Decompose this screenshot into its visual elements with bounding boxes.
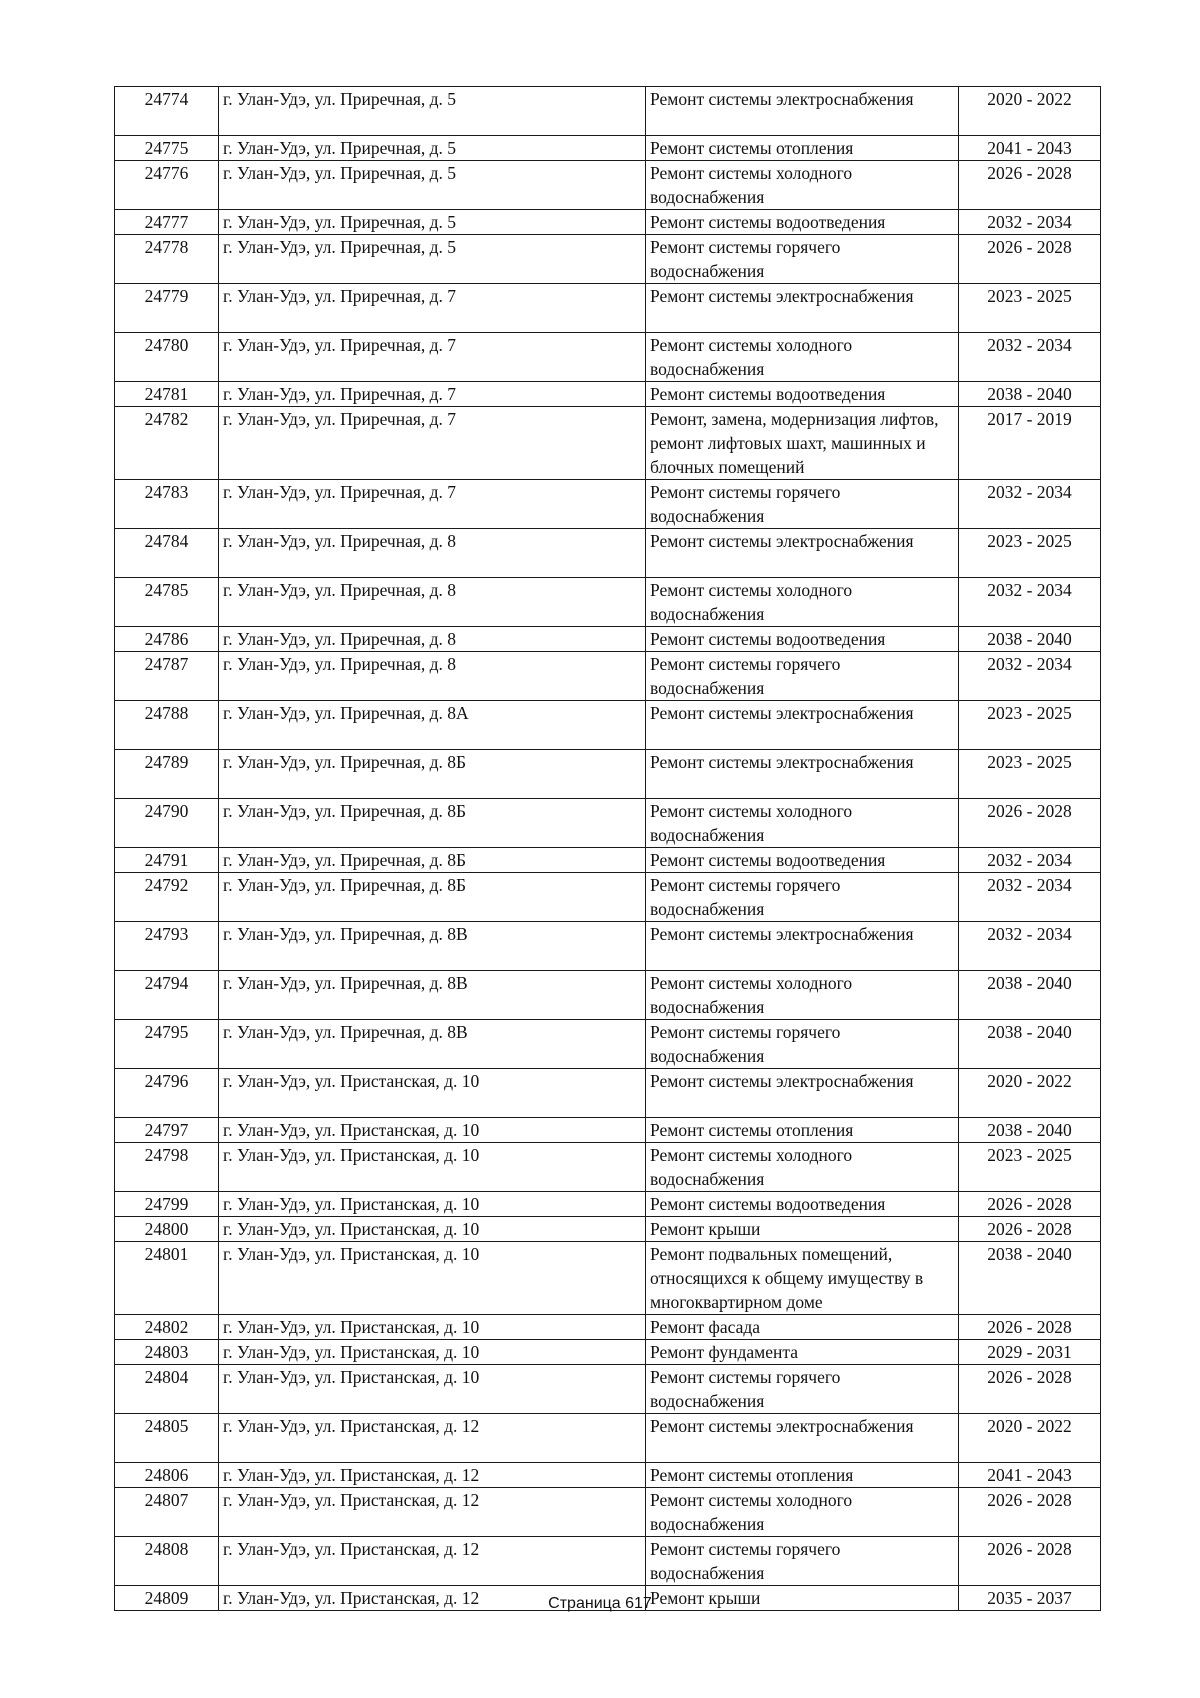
period-cell: 2026 - 2028 [959, 799, 1101, 848]
address-cell: г. Улан-Удэ, ул. Приречная, д. 7 [219, 284, 646, 333]
address-cell: г. Улан-Удэ, ул. Приречная, д. 8Б [219, 873, 646, 922]
period-cell: 2023 - 2025 [959, 529, 1101, 578]
record-id-cell: 24774 [115, 87, 219, 136]
period-cell: 2029 - 2031 [959, 1340, 1101, 1365]
record-id-cell: 24809 [115, 1586, 219, 1611]
table-row [115, 1242, 1101, 1315]
work-type-cell: Ремонт системы горячего водоснабжения [646, 480, 959, 529]
work-type-cell: Ремонт системы холодного водоснабжения [646, 971, 959, 1020]
work-type-cell: Ремонт системы электроснабжения [646, 529, 959, 578]
work-type-cell: Ремонт системы холодного водоснабжения [646, 799, 959, 848]
address-cell: г. Улан-Удэ, ул. Пристанская, д. 10 [219, 1143, 646, 1192]
work-type-cell: Ремонт крыши [646, 1586, 959, 1611]
record-id-cell: 24804 [115, 1365, 219, 1414]
period-cell: 2032 - 2034 [959, 210, 1101, 235]
period-cell: 2017 - 2019 [959, 407, 1101, 480]
work-type-cell: Ремонт подвальных помещений, относящихся к общему имуществу в многоквартирном доме [646, 1242, 959, 1315]
record-id-cell: 24777 [115, 210, 219, 235]
table-row [115, 235, 1101, 284]
period-cell: 2038 - 2040 [959, 971, 1101, 1020]
work-type-cell: Ремонт системы отопления [646, 1118, 959, 1143]
address-cell: г. Улан-Удэ, ул. Приречная, д. 8 [219, 578, 646, 627]
record-id-cell: 24779 [115, 284, 219, 333]
address-cell: г. Улан-Удэ, ул. Приречная, д. 8Б [219, 750, 646, 799]
table-row [115, 1414, 1101, 1463]
record-id-cell: 24776 [115, 161, 219, 210]
period-cell: 2032 - 2034 [959, 652, 1101, 701]
address-cell: г. Улан-Удэ, ул. Пристанская, д. 10 [219, 1217, 646, 1242]
period-cell: 2032 - 2034 [959, 848, 1101, 873]
work-type-cell: Ремонт крыши [646, 1217, 959, 1242]
period-cell: 2026 - 2028 [959, 1315, 1101, 1340]
period-cell: 2041 - 2043 [959, 1463, 1101, 1488]
record-id-cell: 24790 [115, 799, 219, 848]
record-id-cell: 24786 [115, 627, 219, 652]
table-row [115, 1143, 1101, 1192]
work-type-cell: Ремонт фасада [646, 1315, 959, 1340]
table-row [115, 701, 1101, 750]
period-cell: 2032 - 2034 [959, 922, 1101, 971]
address-cell: г. Улан-Удэ, ул. Пристанская, д. 10 [219, 1365, 646, 1414]
record-id-cell: 24805 [115, 1414, 219, 1463]
address-cell: г. Улан-Удэ, ул. Пристанская, д. 10 [219, 1192, 646, 1217]
work-type-cell: Ремонт системы отопления [646, 1463, 959, 1488]
period-cell: 2023 - 2025 [959, 1143, 1101, 1192]
period-cell: 2023 - 2025 [959, 284, 1101, 333]
address-cell: г. Улан-Удэ, ул. Приречная, д. 7 [219, 480, 646, 529]
record-id-cell: 24806 [115, 1463, 219, 1488]
period-cell: 2038 - 2040 [959, 1118, 1101, 1143]
table-row [115, 799, 1101, 848]
address-cell: г. Улан-Удэ, ул. Приречная, д. 5 [219, 136, 646, 161]
table-row [115, 87, 1101, 136]
table-row [115, 529, 1101, 578]
work-type-cell: Ремонт системы электроснабжения [646, 922, 959, 971]
work-type-cell: Ремонт системы водоотведения [646, 210, 959, 235]
record-id-cell: 24778 [115, 235, 219, 284]
work-type-cell: Ремонт фундамента [646, 1340, 959, 1365]
table-row [115, 210, 1101, 235]
address-cell: г. Улан-Удэ, ул. Приречная, д. 7 [219, 382, 646, 407]
table-row [115, 848, 1101, 873]
table-row [115, 627, 1101, 652]
period-cell: 2032 - 2034 [959, 333, 1101, 382]
address-cell: г. Улан-Удэ, ул. Приречная, д. 8 [219, 627, 646, 652]
record-id-cell: 24798 [115, 1143, 219, 1192]
work-type-cell: Ремонт системы горячего водоснабжения [646, 235, 959, 284]
work-type-cell: Ремонт системы горячего водоснабжения [646, 652, 959, 701]
period-cell: 2038 - 2040 [959, 382, 1101, 407]
address-cell: г. Улан-Удэ, ул. Пристанская, д. 10 [219, 1069, 646, 1118]
work-type-cell: Ремонт, замена, модернизация лифтов, ремонт лифтовых шахт, машинных и блочных помещений [646, 407, 959, 480]
record-id-cell: 24791 [115, 848, 219, 873]
period-cell: 2038 - 2040 [959, 1242, 1101, 1315]
record-id-cell: 24792 [115, 873, 219, 922]
address-cell: г. Улан-Удэ, ул. Приречная, д. 8 [219, 652, 646, 701]
period-cell: 2038 - 2040 [959, 1020, 1101, 1069]
table-row [115, 1340, 1101, 1365]
period-cell: 2026 - 2028 [959, 1537, 1101, 1586]
address-cell: г. Улан-Удэ, ул. Приречная, д. 8Б [219, 848, 646, 873]
address-cell: г. Улан-Удэ, ул. Пристанская, д. 10 [219, 1118, 646, 1143]
work-type-cell: Ремонт системы электроснабжения [646, 701, 959, 750]
work-type-cell: Ремонт системы водоотведения [646, 627, 959, 652]
table-row [115, 480, 1101, 529]
record-id-cell: 24800 [115, 1217, 219, 1242]
address-cell: г. Улан-Удэ, ул. Приречная, д. 8 [219, 529, 646, 578]
record-id-cell: 24799 [115, 1192, 219, 1217]
record-id-cell: 24807 [115, 1488, 219, 1537]
table-row [115, 578, 1101, 627]
record-id-cell: 24783 [115, 480, 219, 529]
work-type-cell: Ремонт системы электроснабжения [646, 284, 959, 333]
table-row [115, 1118, 1101, 1143]
work-type-cell: Ремонт системы горячего водоснабжения [646, 1365, 959, 1414]
period-cell: 2026 - 2028 [959, 1488, 1101, 1537]
record-id-cell: 24808 [115, 1537, 219, 1586]
table-row [115, 1463, 1101, 1488]
work-type-cell: Ремонт системы горячего водоснабжения [646, 1020, 959, 1069]
period-cell: 2023 - 2025 [959, 750, 1101, 799]
record-id-cell: 24775 [115, 136, 219, 161]
table-row [115, 1217, 1101, 1242]
table-row [115, 284, 1101, 333]
table-row [115, 750, 1101, 799]
table-row [115, 1192, 1101, 1217]
period-cell: 2035 - 2037 [959, 1586, 1101, 1611]
work-type-cell: Ремонт системы холодного водоснабжения [646, 1488, 959, 1537]
record-id-cell: 24782 [115, 407, 219, 480]
address-cell: г. Улан-Удэ, ул. Приречная, д. 8В [219, 971, 646, 1020]
record-id-cell: 24796 [115, 1069, 219, 1118]
work-type-cell: Ремонт системы холодного водоснабжения [646, 161, 959, 210]
work-type-cell: Ремонт системы холодного водоснабжения [646, 333, 959, 382]
page-number: Страница 617 [548, 1595, 652, 1612]
address-cell: г. Улан-Удэ, ул. Пристанская, д. 10 [219, 1340, 646, 1365]
table-row [115, 922, 1101, 971]
record-id-cell: 24794 [115, 971, 219, 1020]
address-cell: г. Улан-Удэ, ул. Пристанская, д. 12 [219, 1488, 646, 1537]
record-id-cell: 24788 [115, 701, 219, 750]
address-cell: г. Улан-Удэ, ул. Приречная, д. 5 [219, 210, 646, 235]
table-row [115, 1365, 1101, 1414]
address-cell: г. Улан-Удэ, ул. Приречная, д. 5 [219, 235, 646, 284]
record-id-cell: 24793 [115, 922, 219, 971]
work-type-cell: Ремонт системы электроснабжения [646, 1069, 959, 1118]
period-cell: 2032 - 2034 [959, 578, 1101, 627]
period-cell: 2041 - 2043 [959, 136, 1101, 161]
period-cell: 2026 - 2028 [959, 1192, 1101, 1217]
address-cell: г. Улан-Удэ, ул. Пристанская, д. 10 [219, 1242, 646, 1315]
period-cell: 2020 - 2022 [959, 87, 1101, 136]
repair-schedule-table [114, 86, 1101, 1611]
table-row [115, 407, 1101, 480]
address-cell: г. Улан-Удэ, ул. Приречная, д. 8В [219, 922, 646, 971]
table-row [115, 1488, 1101, 1537]
period-cell: 2026 - 2028 [959, 161, 1101, 210]
work-type-cell: Ремонт системы водоотведения [646, 848, 959, 873]
address-cell: г. Улан-Удэ, ул. Приречная, д. 8А [219, 701, 646, 750]
table-row [115, 1537, 1101, 1586]
address-cell: г. Улан-Удэ, ул. Приречная, д. 5 [219, 87, 646, 136]
table-row [115, 1020, 1101, 1069]
record-id-cell: 24803 [115, 1340, 219, 1365]
record-id-cell: 24795 [115, 1020, 219, 1069]
record-id-cell: 24801 [115, 1242, 219, 1315]
work-type-cell: Ремонт системы горячего водоснабжения [646, 1537, 959, 1586]
address-cell: г. Улан-Удэ, ул. Пристанская, д. 12 [219, 1414, 646, 1463]
table-row [115, 1315, 1101, 1340]
period-cell: 2038 - 2040 [959, 627, 1101, 652]
address-cell: г. Улан-Удэ, ул. Приречная, д. 5 [219, 161, 646, 210]
period-cell: 2020 - 2022 [959, 1069, 1101, 1118]
period-cell: 2026 - 2028 [959, 1365, 1101, 1414]
address-cell: г. Улан-Удэ, ул. Приречная, д. 8Б [219, 799, 646, 848]
record-id-cell: 24784 [115, 529, 219, 578]
period-cell: 2032 - 2034 [959, 873, 1101, 922]
table-row [115, 333, 1101, 382]
table-row [115, 971, 1101, 1020]
period-cell: 2026 - 2028 [959, 1217, 1101, 1242]
record-id-cell: 24787 [115, 652, 219, 701]
record-id-cell: 24780 [115, 333, 219, 382]
record-id-cell: 24802 [115, 1315, 219, 1340]
work-type-cell: Ремонт системы отопления [646, 136, 959, 161]
table-row [115, 873, 1101, 922]
period-cell: 2020 - 2022 [959, 1414, 1101, 1463]
period-cell: 2032 - 2034 [959, 480, 1101, 529]
address-cell: г. Улан-Удэ, ул. Пристанская, д. 12 [219, 1586, 646, 1611]
address-cell: г. Улан-Удэ, ул. Пристанская, д. 12 [219, 1537, 646, 1586]
work-type-cell: Ремонт системы электроснабжения [646, 750, 959, 799]
table-row [115, 652, 1101, 701]
table-body [115, 87, 1101, 1611]
address-cell: г. Улан-Удэ, ул. Приречная, д. 8В [219, 1020, 646, 1069]
address-cell: г. Улан-Удэ, ул. Приречная, д. 7 [219, 333, 646, 382]
period-cell: 2026 - 2028 [959, 235, 1101, 284]
work-type-cell: Ремонт системы электроснабжения [646, 87, 959, 136]
address-cell: г. Улан-Удэ, ул. Приречная, д. 7 [219, 407, 646, 480]
table-row [115, 382, 1101, 407]
address-cell: г. Улан-Удэ, ул. Пристанская, д. 10 [219, 1315, 646, 1340]
table-row [115, 1069, 1101, 1118]
record-id-cell: 24789 [115, 750, 219, 799]
work-type-cell: Ремонт системы электроснабжения [646, 1414, 959, 1463]
period-cell: 2023 - 2025 [959, 701, 1101, 750]
record-id-cell: 24785 [115, 578, 219, 627]
table-row [115, 161, 1101, 210]
work-type-cell: Ремонт системы холодного водоснабжения [646, 578, 959, 627]
work-type-cell: Ремонт системы водоотведения [646, 1192, 959, 1217]
address-cell: г. Улан-Удэ, ул. Пристанская, д. 12 [219, 1463, 646, 1488]
record-id-cell: 24781 [115, 382, 219, 407]
record-id-cell: 24797 [115, 1118, 219, 1143]
work-type-cell: Ремонт системы водоотведения [646, 382, 959, 407]
work-type-cell: Ремонт системы холодного водоснабжения [646, 1143, 959, 1192]
table-row [115, 136, 1101, 161]
work-type-cell: Ремонт системы горячего водоснабжения [646, 873, 959, 922]
